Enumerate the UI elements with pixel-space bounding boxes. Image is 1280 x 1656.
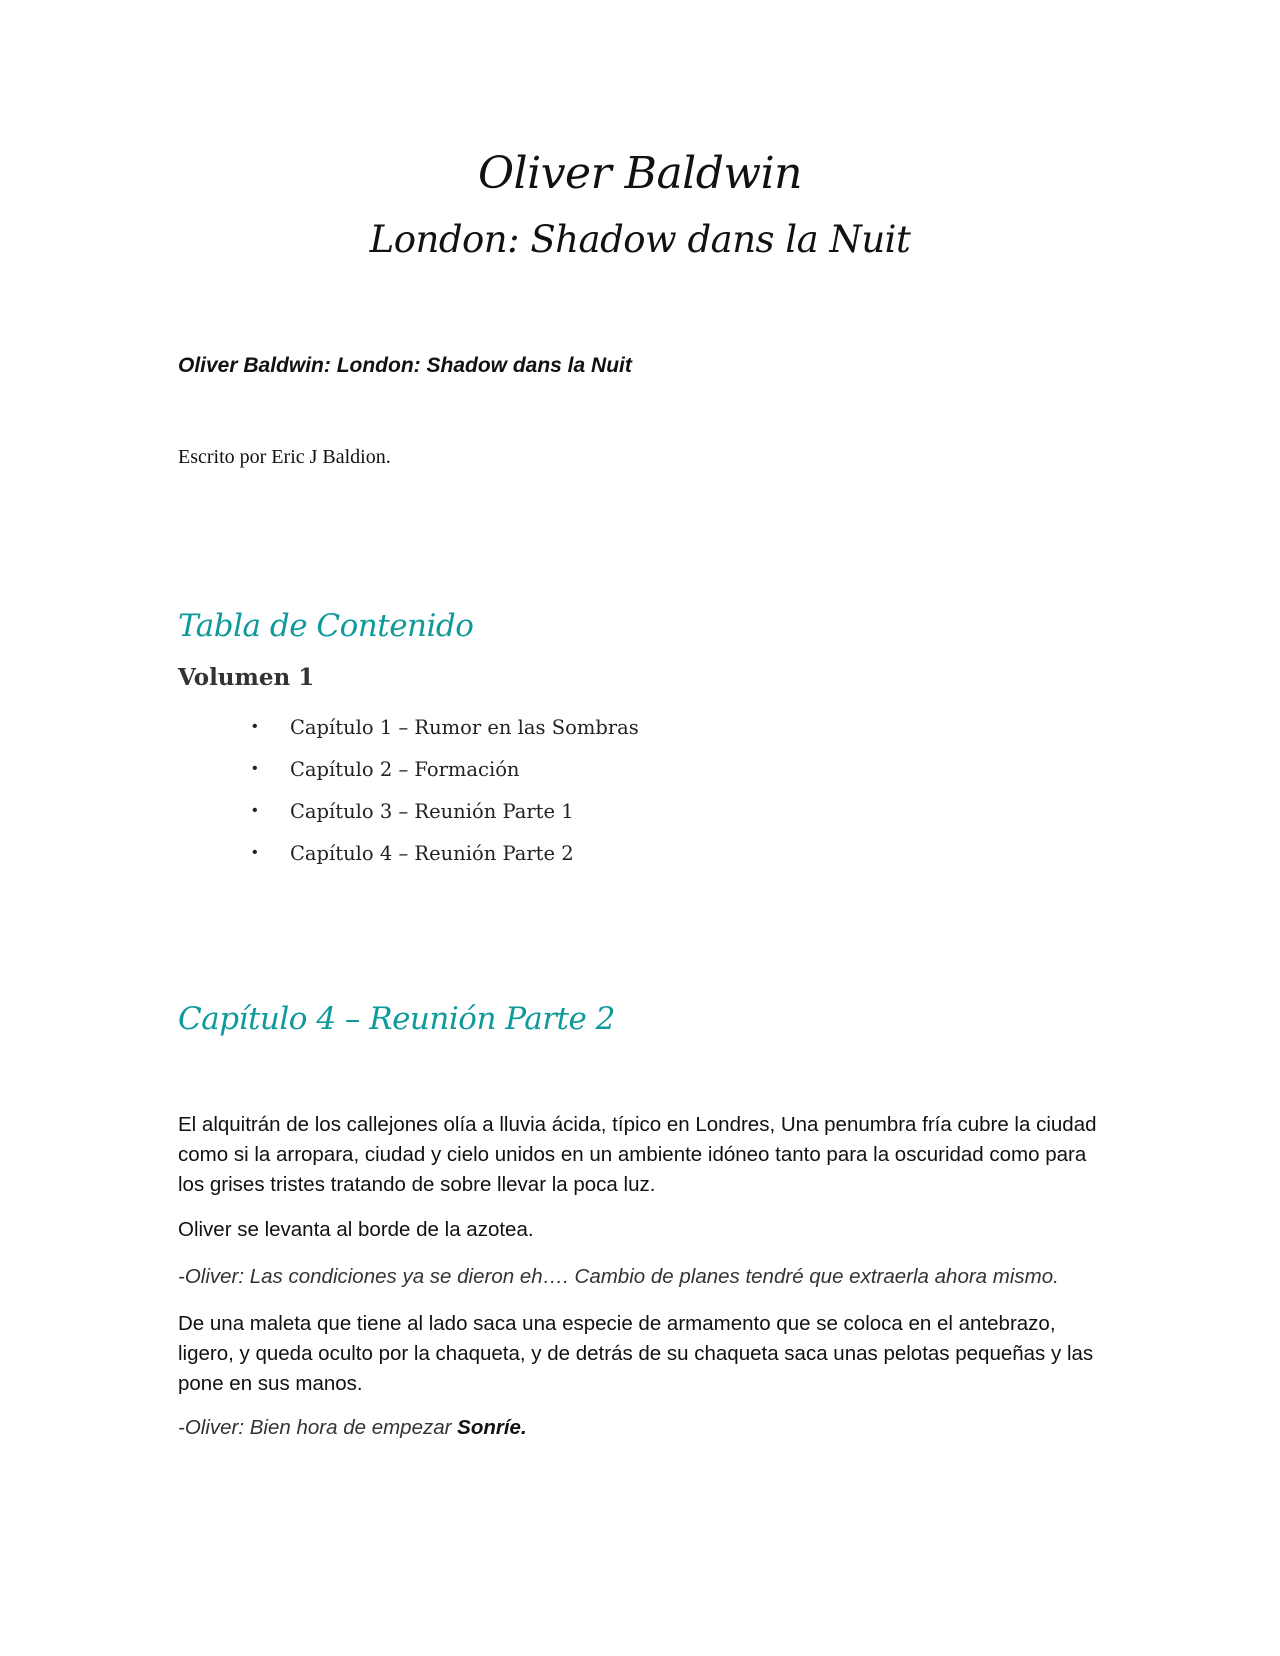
- book-subtitle: London: Shadow dans la Nuit: [369, 218, 911, 261]
- bullet-icon: •: [252, 802, 258, 819]
- author-line: Escrito por Eric J Baldion.: [178, 446, 391, 468]
- emphasis-text: Sonríe.: [457, 1416, 527, 1439]
- dialogue-text: -Oliver: Bien hora de empezar: [178, 1416, 458, 1439]
- toc-item-label: Capítulo 2 – Formación: [290, 757, 520, 781]
- paragraph: De una maleta que tiene al lado saca una especie de armamento que se coloca en el antebrazo, ligero, y queda oculto por la chaqueta, y de detrás de su chaqueta saca unas pelotas pequeñas y las pone en sus manos.: [178, 1312, 1094, 1395]
- bullet-icon: •: [252, 718, 258, 735]
- paragraph: Oliver se levanta al borde de la azotea.: [178, 1218, 534, 1241]
- toc-item: [252, 706, 639, 748]
- full-title-line: Oliver Baldwin: London: Shadow dans la Nuit: [178, 354, 632, 377]
- chapter-heading: Capítulo 4 – Reunión Parte 2: [178, 1001, 615, 1037]
- bullet-icon: •: [252, 760, 258, 777]
- toc-list: [252, 706, 639, 874]
- dialogue-line: -Oliver: Las condiciones ya se dieron eh…. Cambio de planes tendré que extraerla ahora mismo.: [178, 1265, 1059, 1288]
- toc-heading: Tabla de Contenido: [178, 608, 474, 644]
- dialogue-line: [178, 1413, 1098, 1443]
- paragraph: El alquitrán de los callejones olía a lluvia ácida, típico en Londres, Una penumbra fría cubre la ciudad como si la arropara, ciudad y cielo unidos en un ambiente idóneo tanto para la oscuridad como para los grises tristes tratando de sobre llevar la poca luz.: [178, 1113, 1097, 1196]
- volume-heading: Volumen 1: [178, 664, 315, 691]
- bullet-icon: •: [252, 844, 258, 861]
- toc-item-label: Capítulo 4 – Reunión Parte 2: [290, 841, 574, 865]
- toc-item: [252, 832, 639, 874]
- toc-item: [252, 748, 639, 790]
- book-title: Oliver Baldwin: [477, 148, 802, 199]
- toc-item: [252, 790, 639, 832]
- toc-item-label: Capítulo 1 – Rumor en las Sombras: [290, 715, 639, 739]
- toc-item-label: Capítulo 3 – Reunión Parte 1: [290, 799, 574, 823]
